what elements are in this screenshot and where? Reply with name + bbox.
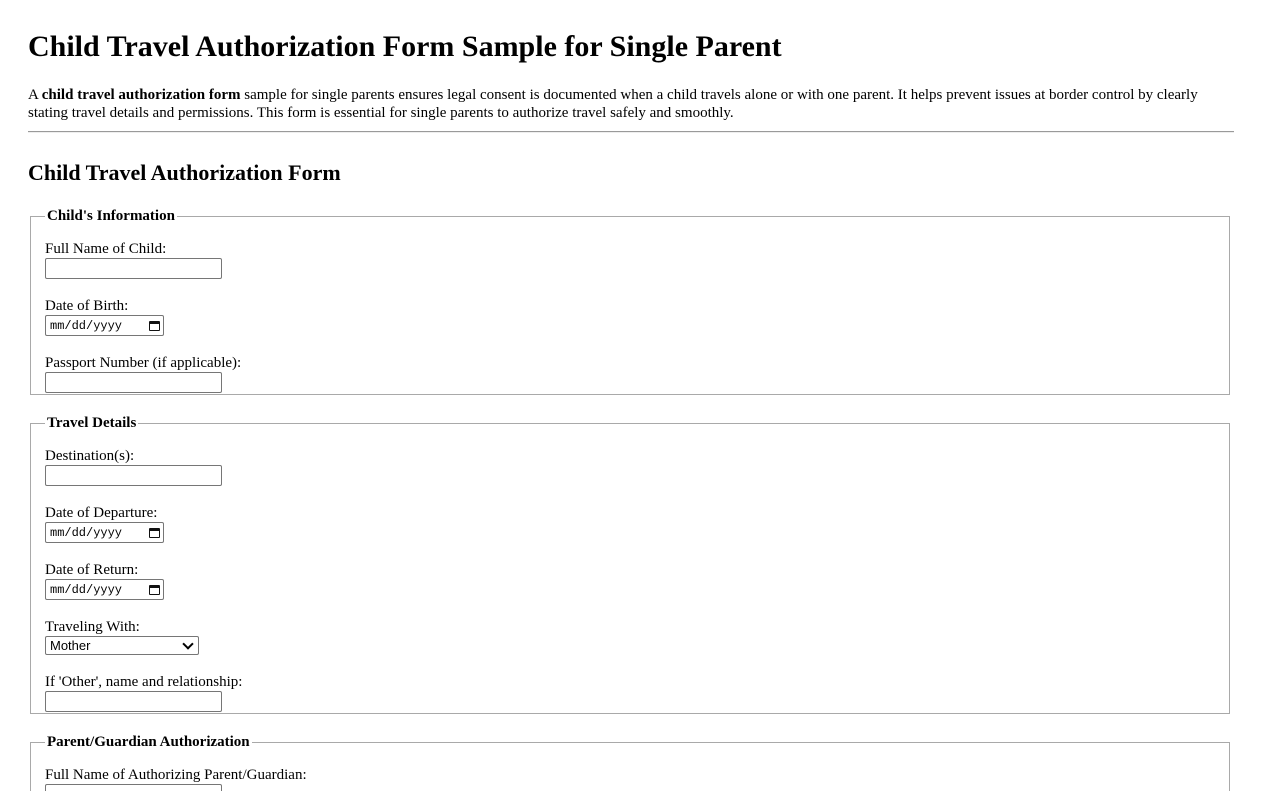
child-info-legend: Child's Information — [47, 208, 175, 224]
intro-lead: A — [28, 87, 42, 103]
return-date-input[interactable] — [45, 579, 164, 600]
child-name-field — [45, 241, 222, 279]
child-name-label: Full Name of Child: — [45, 241, 167, 257]
dob-placeholder: mm/dd/yyyy — [50, 318, 123, 333]
passport-label: Passport Number (if applicable): — [45, 355, 242, 371]
traveling-with-selected: Mother — [50, 638, 91, 653]
return-placeholder: mm/dd/yyyy — [50, 582, 123, 597]
traveling-with-label: Traveling With: — [45, 619, 140, 635]
travel-details-fieldset — [30, 414, 1230, 714]
intro-bold: child travel authorization form — [41, 87, 241, 103]
other-companion-input[interactable] — [45, 691, 222, 712]
traveling-with-select[interactable] — [45, 636, 199, 655]
destination-label: Destination(s): — [45, 448, 135, 464]
calendar-icon[interactable] — [149, 321, 160, 331]
return-field — [45, 562, 164, 600]
section-divider — [28, 131, 1234, 133]
intro-rest: sample for single parents ensures legal consent is documented when a child travels alone or with one parent. It helps prevent issues at border control by clearly stating travel details and permissions. This form is essential for single parents to authorize travel safely and smoothly. — [28, 87, 1198, 121]
destination-field — [45, 448, 222, 486]
departure-date-input[interactable] — [45, 522, 164, 543]
dob-date-input[interactable] — [45, 315, 164, 336]
intro-paragraph — [28, 86, 1238, 122]
return-label: Date of Return: — [45, 562, 139, 578]
form-heading: Child Travel Authorization Form — [28, 160, 341, 185]
passport-input[interactable] — [45, 372, 222, 393]
authorization-legend: Parent/Guardian Authorization — [47, 734, 250, 750]
calendar-icon[interactable] — [149, 528, 160, 538]
child-name-input[interactable] — [45, 258, 222, 279]
chevron-down-icon — [182, 638, 193, 649]
other-companion-label: If 'Other', name and relationship: — [45, 674, 243, 690]
page-title: Child Travel Authorization Form Sample for Single Parent — [28, 30, 782, 63]
parent-name-field — [45, 767, 307, 791]
passport-field — [45, 355, 241, 393]
departure-placeholder: mm/dd/yyyy — [50, 525, 123, 540]
parent-name-label: Full Name of Authorizing Parent/Guardian: — [45, 767, 307, 783]
parent-name-input[interactable] — [45, 784, 222, 791]
departure-field — [45, 505, 164, 543]
dob-label: Date of Birth: — [45, 298, 129, 314]
traveling-with-field — [45, 619, 199, 655]
travel-details-legend: Travel Details — [47, 415, 137, 431]
dob-field — [45, 298, 164, 336]
departure-label: Date of Departure: — [45, 505, 158, 521]
other-companion-field — [45, 674, 242, 712]
calendar-icon[interactable] — [149, 585, 160, 595]
destination-input[interactable] — [45, 465, 222, 486]
child-info-fieldset — [30, 207, 1230, 395]
authorization-fieldset — [30, 733, 1230, 791]
